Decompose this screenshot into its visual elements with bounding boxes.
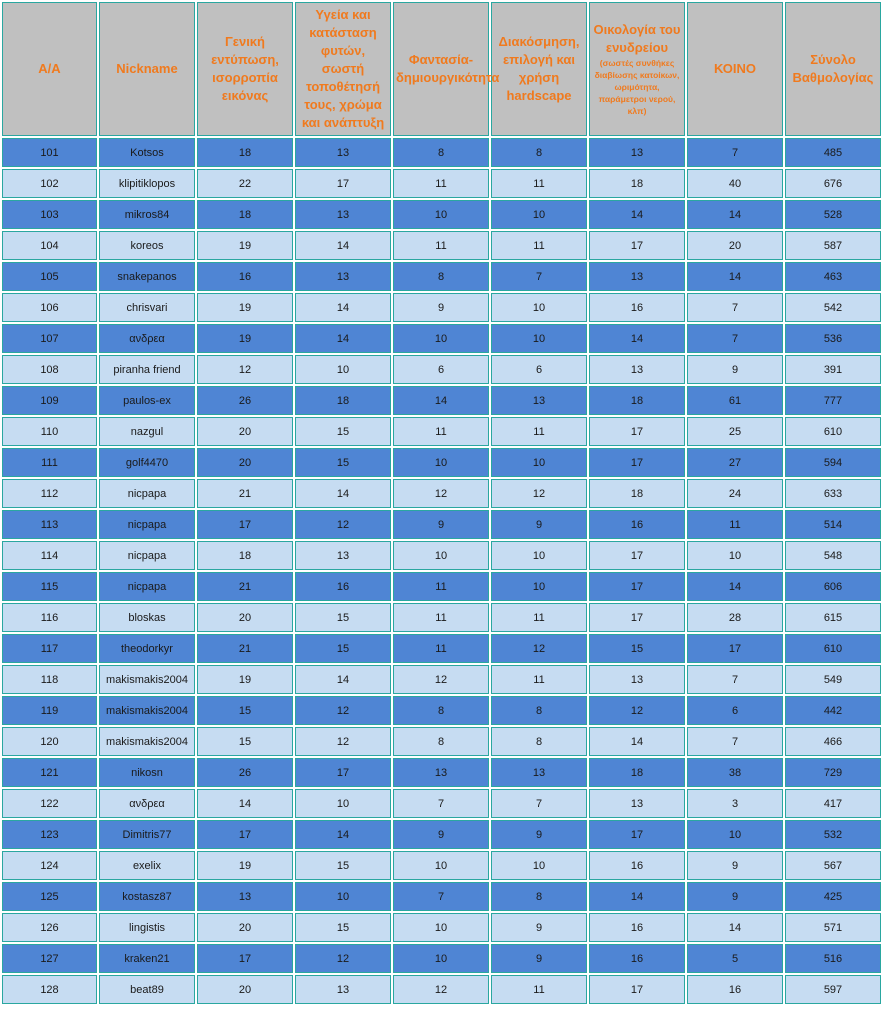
hardscape-cell: 8 (491, 696, 587, 725)
public-cell: 7 (687, 324, 783, 353)
total-cell: 587 (785, 231, 881, 260)
table-body (2, 138, 881, 1004)
creativity-cell: 8 (393, 262, 489, 291)
plant-health-cell: 13 (295, 975, 391, 1004)
aa-cell: 126 (2, 913, 97, 942)
creativity-cell: 10 (393, 541, 489, 570)
general-impression-cell: 17 (197, 944, 293, 973)
creativity-cell: 11 (393, 634, 489, 663)
total-cell: 485 (785, 138, 881, 167)
table-row (2, 293, 881, 322)
ecology-cell: 13 (589, 138, 685, 167)
total-cell: 610 (785, 634, 881, 663)
ecology-cell: 15 (589, 634, 685, 663)
public-cell: 7 (687, 665, 783, 694)
hardscape-cell: 9 (491, 913, 587, 942)
creativity-cell: 12 (393, 665, 489, 694)
table-row (2, 944, 881, 973)
ecology-cell: 16 (589, 293, 685, 322)
total-cell: 466 (785, 727, 881, 756)
creativity-cell: 13 (393, 758, 489, 787)
total-cell: 536 (785, 324, 881, 353)
plant-health-cell: 14 (295, 820, 391, 849)
creativity-cell: 7 (393, 789, 489, 818)
creativity-cell: 11 (393, 603, 489, 632)
general-impression-cell: 17 (197, 820, 293, 849)
nickname-cell: paulos-ex (99, 386, 195, 415)
public-cell: 27 (687, 448, 783, 477)
general-impression-cell: 19 (197, 293, 293, 322)
aa-cell: 115 (2, 572, 97, 601)
creativity-cell: 11 (393, 169, 489, 198)
creativity-cell: 10 (393, 913, 489, 942)
hardscape-cell: 9 (491, 820, 587, 849)
general-impression-cell: 18 (197, 200, 293, 229)
creativity-cell: 10 (393, 200, 489, 229)
creativity-cell: 11 (393, 231, 489, 260)
nickname-cell: lingistis (99, 913, 195, 942)
total-cell: 567 (785, 851, 881, 880)
hardscape-cell: 8 (491, 882, 587, 911)
hardscape-cell: 12 (491, 634, 587, 663)
aa-cell: 117 (2, 634, 97, 663)
creativity-cell: 9 (393, 820, 489, 849)
header-aa: A/A (2, 2, 97, 136)
public-cell: 7 (687, 138, 783, 167)
public-cell: 25 (687, 417, 783, 446)
general-impression-cell: 21 (197, 634, 293, 663)
general-impression-cell: 14 (197, 789, 293, 818)
plant-health-cell: 12 (295, 510, 391, 539)
total-cell: 615 (785, 603, 881, 632)
aa-cell: 116 (2, 603, 97, 632)
general-impression-cell: 12 (197, 355, 293, 384)
plant-health-cell: 13 (295, 541, 391, 570)
general-impression-cell: 26 (197, 386, 293, 415)
total-cell: 610 (785, 417, 881, 446)
aa-cell: 110 (2, 417, 97, 446)
nickname-cell: ανδρεα (99, 789, 195, 818)
table-row (2, 975, 881, 1004)
header-ecology: Οικολογία του ενυδρείου (σωστές συνθήκες διαβίωσης κατοίκων, ωριμότητα, παράμετροι νερού, κλπ) (589, 2, 685, 136)
table-row (2, 603, 881, 632)
creativity-cell: 8 (393, 696, 489, 725)
general-impression-cell: 21 (197, 572, 293, 601)
nickname-cell: beat89 (99, 975, 195, 1004)
hardscape-cell: 10 (491, 448, 587, 477)
creativity-cell: 8 (393, 138, 489, 167)
nickname-cell: nikosn (99, 758, 195, 787)
general-impression-cell: 17 (197, 510, 293, 539)
public-cell: 9 (687, 851, 783, 880)
table-row (2, 758, 881, 787)
aa-cell: 124 (2, 851, 97, 880)
table-row (2, 696, 881, 725)
table-row (2, 169, 881, 198)
header-public: ΚΟΙΝΟ (687, 2, 783, 136)
aa-cell: 113 (2, 510, 97, 539)
header-general-impression: Γενική εντύπωση, ισορροπία εικόνας (197, 2, 293, 136)
aa-cell: 114 (2, 541, 97, 570)
plant-health-cell: 15 (295, 603, 391, 632)
aa-cell: 119 (2, 696, 97, 725)
creativity-cell: 12 (393, 479, 489, 508)
total-cell: 516 (785, 944, 881, 973)
general-impression-cell: 19 (197, 665, 293, 694)
ecology-cell: 18 (589, 758, 685, 787)
total-cell: 606 (785, 572, 881, 601)
plant-health-cell: 15 (295, 913, 391, 942)
hardscape-cell: 8 (491, 138, 587, 167)
aa-cell: 101 (2, 138, 97, 167)
plant-health-cell: 14 (295, 324, 391, 353)
creativity-cell: 10 (393, 448, 489, 477)
creativity-cell: 10 (393, 851, 489, 880)
table-row (2, 882, 881, 911)
aa-cell: 125 (2, 882, 97, 911)
plant-health-cell: 12 (295, 696, 391, 725)
aa-cell: 121 (2, 758, 97, 787)
aa-cell: 106 (2, 293, 97, 322)
general-impression-cell: 20 (197, 975, 293, 1004)
table-row (2, 479, 881, 508)
ecology-cell: 17 (589, 231, 685, 260)
plant-health-cell: 17 (295, 169, 391, 198)
nickname-cell: theodorkyr (99, 634, 195, 663)
nickname-cell: klipitiklopos (99, 169, 195, 198)
nickname-cell: exelix (99, 851, 195, 880)
ecology-cell: 18 (589, 479, 685, 508)
total-cell: 391 (785, 355, 881, 384)
public-cell: 9 (687, 355, 783, 384)
aa-cell: 102 (2, 169, 97, 198)
hardscape-cell: 9 (491, 510, 587, 539)
general-impression-cell: 20 (197, 913, 293, 942)
general-impression-cell: 13 (197, 882, 293, 911)
public-cell: 24 (687, 479, 783, 508)
plant-health-cell: 13 (295, 138, 391, 167)
aa-cell: 107 (2, 324, 97, 353)
aa-cell: 105 (2, 262, 97, 291)
ecology-cell: 16 (589, 944, 685, 973)
ecology-cell: 17 (589, 572, 685, 601)
plant-health-cell: 13 (295, 262, 391, 291)
creativity-cell: 9 (393, 510, 489, 539)
nickname-cell: Dimitris77 (99, 820, 195, 849)
plant-health-cell: 15 (295, 634, 391, 663)
public-cell: 28 (687, 603, 783, 632)
creativity-cell: 7 (393, 882, 489, 911)
ecology-cell: 16 (589, 510, 685, 539)
creativity-cell: 10 (393, 944, 489, 973)
nickname-cell: makismakis2004 (99, 696, 195, 725)
ecology-cell: 14 (589, 727, 685, 756)
nickname-cell: makismakis2004 (99, 665, 195, 694)
public-cell: 40 (687, 169, 783, 198)
ecology-cell: 17 (589, 975, 685, 1004)
nickname-cell: snakepanos (99, 262, 195, 291)
aa-cell: 120 (2, 727, 97, 756)
ecology-cell: 18 (589, 386, 685, 415)
public-cell: 16 (687, 975, 783, 1004)
table-row (2, 913, 881, 942)
table-row (2, 200, 881, 229)
hardscape-cell: 13 (491, 386, 587, 415)
public-cell: 6 (687, 696, 783, 725)
total-cell: 729 (785, 758, 881, 787)
ecology-cell: 17 (589, 417, 685, 446)
table-row (2, 324, 881, 353)
nickname-cell: Kotsos (99, 138, 195, 167)
ecology-cell: 13 (589, 262, 685, 291)
table-row (2, 665, 881, 694)
table-row (2, 820, 881, 849)
nickname-cell: nicpapa (99, 572, 195, 601)
total-cell: 594 (785, 448, 881, 477)
hardscape-cell: 10 (491, 324, 587, 353)
hardscape-cell: 10 (491, 293, 587, 322)
table-row (2, 510, 881, 539)
ecology-cell: 13 (589, 789, 685, 818)
table-row (2, 572, 881, 601)
header-total: Σύνολο Βαθμολογίας (785, 2, 881, 136)
ecology-cell: 17 (589, 541, 685, 570)
public-cell: 9 (687, 882, 783, 911)
public-cell: 38 (687, 758, 783, 787)
nickname-cell: nazgul (99, 417, 195, 446)
public-cell: 14 (687, 572, 783, 601)
general-impression-cell: 22 (197, 169, 293, 198)
table-row (2, 851, 881, 880)
ecology-cell: 14 (589, 882, 685, 911)
creativity-cell: 8 (393, 727, 489, 756)
header-hardscape: Διακόσμηση, επιλογή και χρήση hardscape (491, 2, 587, 136)
general-impression-cell: 20 (197, 417, 293, 446)
total-cell: 528 (785, 200, 881, 229)
plant-health-cell: 14 (295, 665, 391, 694)
total-cell: 542 (785, 293, 881, 322)
nickname-cell: nicpapa (99, 541, 195, 570)
ecology-cell: 14 (589, 324, 685, 353)
general-impression-cell: 15 (197, 696, 293, 725)
nickname-cell: bloskas (99, 603, 195, 632)
hardscape-cell: 10 (491, 541, 587, 570)
hardscape-cell: 11 (491, 975, 587, 1004)
creativity-cell: 6 (393, 355, 489, 384)
creativity-cell: 10 (393, 324, 489, 353)
public-cell: 61 (687, 386, 783, 415)
hardscape-cell: 13 (491, 758, 587, 787)
header-row (2, 2, 881, 136)
aa-cell: 108 (2, 355, 97, 384)
plant-health-cell: 12 (295, 727, 391, 756)
table-row (2, 727, 881, 756)
hardscape-cell: 11 (491, 417, 587, 446)
general-impression-cell: 21 (197, 479, 293, 508)
plant-health-cell: 13 (295, 200, 391, 229)
general-impression-cell: 18 (197, 541, 293, 570)
public-cell: 5 (687, 944, 783, 973)
public-cell: 10 (687, 541, 783, 570)
aa-cell: 128 (2, 975, 97, 1004)
nickname-cell: piranha friend (99, 355, 195, 384)
hardscape-cell: 9 (491, 944, 587, 973)
hardscape-cell: 7 (491, 262, 587, 291)
hardscape-cell: 11 (491, 169, 587, 198)
total-cell: 417 (785, 789, 881, 818)
general-impression-cell: 18 (197, 138, 293, 167)
aa-cell: 123 (2, 820, 97, 849)
plant-health-cell: 17 (295, 758, 391, 787)
table-row (2, 355, 881, 384)
ecology-cell: 13 (589, 355, 685, 384)
creativity-cell: 9 (393, 293, 489, 322)
nickname-cell: kraken21 (99, 944, 195, 973)
plant-health-cell: 14 (295, 479, 391, 508)
table-row (2, 262, 881, 291)
creativity-cell: 11 (393, 417, 489, 446)
public-cell: 10 (687, 820, 783, 849)
ecology-cell: 16 (589, 913, 685, 942)
ecology-cell: 16 (589, 851, 685, 880)
general-impression-cell: 15 (197, 727, 293, 756)
public-cell: 14 (687, 200, 783, 229)
header-ecology-note: (σωστές συνθήκες διαβίωσης κατοίκων, ωριμότητα, παράμετροι νερού, κλπ) (594, 58, 680, 116)
plant-health-cell: 15 (295, 417, 391, 446)
hardscape-cell: 7 (491, 789, 587, 818)
general-impression-cell: 19 (197, 231, 293, 260)
plant-health-cell: 14 (295, 293, 391, 322)
nickname-cell: ανδρεα (99, 324, 195, 353)
table-row (2, 138, 881, 167)
header-nickname: Nickname (99, 2, 195, 136)
table-header (2, 2, 881, 136)
ecology-cell: 17 (589, 603, 685, 632)
total-cell: 463 (785, 262, 881, 291)
plant-health-cell: 12 (295, 944, 391, 973)
public-cell: 14 (687, 262, 783, 291)
nickname-cell: kostasz87 (99, 882, 195, 911)
nickname-cell: makismakis2004 (99, 727, 195, 756)
aa-cell: 122 (2, 789, 97, 818)
header-creativity: Φαντασία-δημιουργικότητα (393, 2, 489, 136)
hardscape-cell: 10 (491, 200, 587, 229)
hardscape-cell: 10 (491, 851, 587, 880)
ecology-cell: 14 (589, 200, 685, 229)
total-cell: 597 (785, 975, 881, 1004)
total-cell: 548 (785, 541, 881, 570)
ecology-cell: 12 (589, 696, 685, 725)
general-impression-cell: 19 (197, 324, 293, 353)
aa-cell: 118 (2, 665, 97, 694)
creativity-cell: 11 (393, 572, 489, 601)
general-impression-cell: 19 (197, 851, 293, 880)
hardscape-cell: 11 (491, 231, 587, 260)
ecology-cell: 13 (589, 665, 685, 694)
plant-health-cell: 15 (295, 851, 391, 880)
plant-health-cell: 10 (295, 355, 391, 384)
aa-cell: 104 (2, 231, 97, 260)
total-cell: 514 (785, 510, 881, 539)
nickname-cell: chrisvari (99, 293, 195, 322)
plant-health-cell: 14 (295, 231, 391, 260)
ecology-cell: 17 (589, 820, 685, 849)
public-cell: 3 (687, 789, 783, 818)
total-cell: 676 (785, 169, 881, 198)
hardscape-cell: 12 (491, 479, 587, 508)
public-cell: 7 (687, 727, 783, 756)
hardscape-cell: 8 (491, 727, 587, 756)
table-row (2, 386, 881, 415)
aa-cell: 109 (2, 386, 97, 415)
table-row (2, 634, 881, 663)
aa-cell: 103 (2, 200, 97, 229)
plant-health-cell: 15 (295, 448, 391, 477)
general-impression-cell: 16 (197, 262, 293, 291)
table-row (2, 789, 881, 818)
ecology-cell: 18 (589, 169, 685, 198)
total-cell: 425 (785, 882, 881, 911)
total-cell: 549 (785, 665, 881, 694)
public-cell: 20 (687, 231, 783, 260)
general-impression-cell: 26 (197, 758, 293, 787)
nickname-cell: nicpapa (99, 510, 195, 539)
public-cell: 17 (687, 634, 783, 663)
table-row (2, 448, 881, 477)
plant-health-cell: 10 (295, 789, 391, 818)
total-cell: 571 (785, 913, 881, 942)
header-plant-health: Υγεία και κατάσταση φυτών, σωστή τοποθέτησή τους, χρώμα και ανάπτυξη (295, 2, 391, 136)
ecology-cell: 17 (589, 448, 685, 477)
hardscape-cell: 11 (491, 603, 587, 632)
public-cell: 11 (687, 510, 783, 539)
table-row (2, 541, 881, 570)
total-cell: 777 (785, 386, 881, 415)
total-cell: 633 (785, 479, 881, 508)
table-row (2, 417, 881, 446)
general-impression-cell: 20 (197, 448, 293, 477)
plant-health-cell: 16 (295, 572, 391, 601)
public-cell: 7 (687, 293, 783, 322)
nickname-cell: mikros84 (99, 200, 195, 229)
nickname-cell: golf4470 (99, 448, 195, 477)
creativity-cell: 14 (393, 386, 489, 415)
general-impression-cell: 20 (197, 603, 293, 632)
aa-cell: 112 (2, 479, 97, 508)
creativity-cell: 12 (393, 975, 489, 1004)
total-cell: 442 (785, 696, 881, 725)
hardscape-cell: 6 (491, 355, 587, 384)
nickname-cell: nicpapa (99, 479, 195, 508)
nickname-cell: koreos (99, 231, 195, 260)
public-cell: 14 (687, 913, 783, 942)
aa-cell: 127 (2, 944, 97, 973)
plant-health-cell: 18 (295, 386, 391, 415)
hardscape-cell: 11 (491, 665, 587, 694)
table-row (2, 231, 881, 260)
plant-health-cell: 10 (295, 882, 391, 911)
total-cell: 532 (785, 820, 881, 849)
hardscape-cell: 10 (491, 572, 587, 601)
aa-cell: 111 (2, 448, 97, 477)
